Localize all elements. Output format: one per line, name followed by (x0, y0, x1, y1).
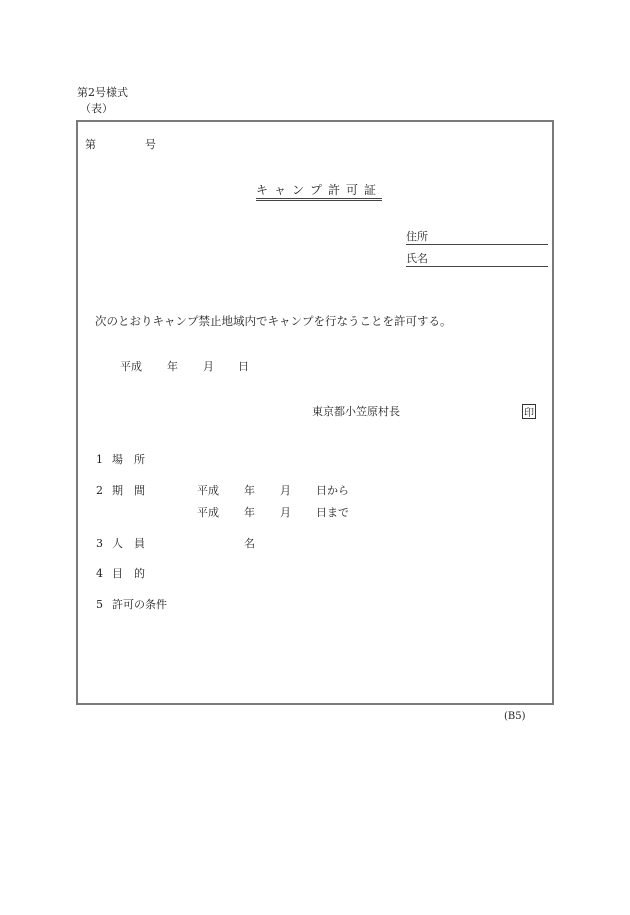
issue-date-year: 年 (167, 360, 178, 373)
paper-size-note: (B5) (504, 711, 526, 722)
item-period-number: 2 (96, 484, 103, 497)
document-title: キャンプ許可証 (256, 184, 382, 201)
name-field (406, 253, 548, 267)
permit-body-text: 次のとおりキャンプ禁止地域内でキャンプを行なうことを許可する。 (95, 314, 452, 328)
people-unit: 名 (244, 537, 255, 550)
address-label: 住所 (406, 230, 428, 243)
period-from-month: 月 (280, 484, 291, 497)
address-field (406, 231, 548, 245)
item-place-label: 場 所 (112, 453, 145, 466)
item-period-label: 期 間 (112, 484, 145, 497)
issuer-name: 東京都小笠原村長 (312, 405, 400, 418)
item-people-number: 3 (96, 537, 103, 550)
period-to-month: 月 (280, 506, 291, 519)
issue-date-era: 平成 (120, 360, 142, 373)
item-place-number: 1 (96, 453, 103, 466)
seal-mark: 印 (522, 404, 536, 419)
period-from-year: 年 (244, 484, 255, 497)
permit-number-prefix: 第 (85, 138, 96, 151)
item-purpose-label: 目 的 (112, 567, 145, 580)
form-number-label: 第2号様式 (77, 86, 128, 99)
item-conditions-label: 許可の条件 (112, 598, 167, 611)
period-to-year: 年 (244, 506, 255, 519)
period-from-era: 平成 (197, 484, 219, 497)
front-side-label: （表） (80, 102, 113, 115)
period-to-day: 日まで (316, 506, 349, 519)
permit-number-suffix: 号 (145, 138, 156, 151)
name-label: 氏名 (406, 252, 428, 265)
issue-date-month: 月 (203, 360, 214, 373)
item-people-label: 人 員 (112, 537, 145, 550)
issue-date-day: 日 (238, 360, 249, 373)
period-from-day: 日から (316, 484, 349, 497)
item-conditions-number: 5 (96, 598, 103, 611)
period-to-era: 平成 (197, 506, 219, 519)
item-purpose-number: 4 (96, 567, 103, 580)
